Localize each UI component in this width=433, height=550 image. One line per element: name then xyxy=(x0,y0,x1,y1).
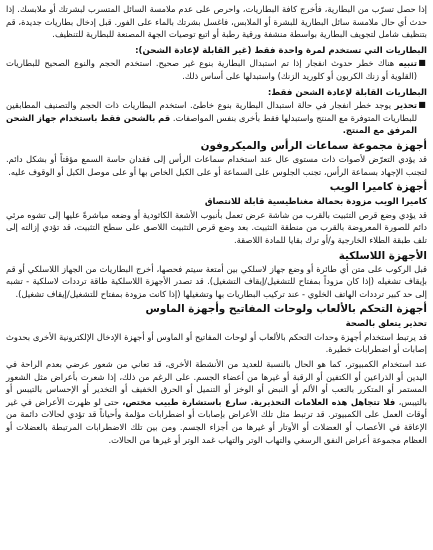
webcam-section-heading: أجهزة كاميرا الويب xyxy=(329,181,427,194)
headset-paragraph: قد يؤدي التعرّض لأصوات ذات مستوى عال عند استخدام سماعات الرأس إلى فقدان حاسة السمع مؤقتاً أو بشكل دائم. لتجنب الإجهاد بسماعة الرأس، تجنب الجلوس على السماعة أو على الكبل الخاص بها أو على موصل الكبل أو الوقوف عليه. xyxy=(6,153,427,177)
wireless-section-heading: الأجهزة اللاسلكية xyxy=(338,249,427,262)
health-warning-subheading: تحذير يتعلق بالصحة xyxy=(345,319,427,330)
battery-leak-paragraph: إذا حصل تسرّب من البطارية، فأخرج كافة البطاريات، واحرص على عدم ملامسة السائل المتسرب لبشرتك أو ملابسك. إذا حدث أي حال ملامسة سائل البطارية للبشرة أو الملابس، فاغسل بشرتك بالماء على الفور. قبل إدخال بطاريات جديدة، قم بتنظيف شامل لتجويف البطارية بواسطة منشفة ورقية رطبة أو اتبع توصيات الجهة المصنعة للبطارية للتنظيف. xyxy=(6,4,427,40)
headset-section-heading: أجهزة مجموعة سماعات الرأس والميكروفون xyxy=(200,139,427,152)
input-devices-section-heading: أجهزة التحكم بالألعاب ولوحات المفاتيح وأجهزة الماوس xyxy=(145,303,427,316)
caution-label: تنبيه xyxy=(398,58,417,69)
health-warning-paragraph-1: قد يرتبط استخدام أجهزة وحدات التحكم بالألعاب أو لوحات المفاتيح أو الماوس أو أجهزة الإدخال الإلكترونية الأخرى بحدوث إصابات أو اضطرابات خطيرة. xyxy=(6,331,427,355)
warning-text: يوجد خطر انفجار في حالة استبدال البطارية بنوع خاطئ. استخدم البطاريات ذات الحجم والتصنيف المطابقين للبطاريات المتوفرة مع المنتج واستبدلها فقط بأخرى بنفس المواصفات. xyxy=(6,100,417,123)
caution-text: هناك خطر حدوث انفجار إذا تم استبدال البطارية بنوع غير صحيح. استخدم الحجم والنوع الصحيح للبطاريات (القلوية أو زنك الكربون أو كلوريد الزنك) واستبدلها على أساس ذلك. xyxy=(6,58,417,81)
bullet-icon: ■ xyxy=(418,58,426,68)
rechargeable-warning-item xyxy=(6,99,427,137)
single-use-caution-item xyxy=(6,57,427,82)
webcam-magnetic-mount-subheading: كاميرا الويب مزودة بحمالة مغناطيسية قابلة للانتصاق xyxy=(204,197,427,208)
rechargeable-batteries-heading: البطاريات القابلة لإعادة الشحن فقط: xyxy=(267,87,427,98)
seek-doctor-warning: فلا تتجاهل هذه العلامات التحذيرية. سارع باستشارة طبيب مختص، xyxy=(122,396,396,407)
health-warning-paragraph-2: عند استخدام الكمبيوتر، كما هو الحال بالنسبة للعديد من الأنشطة الأخرى، قد تعاني من شعور عرضي بعدم الراحة في اليدين أو الذراعين أو الكتفين أو الرقبة أو غيرها من أعضاء الجسم. على الرغم من ذلك، إذا شعرت بأعراض مثل الشعور المستمر أو المتكرر بالتعب أو الألم أو النبض أو الوخز أو التنميل أو الحرق الخفيف أو التخدير أو الإحساس بالتيبس أو بالتيبس، فلا تتجاهل هذه العلامات التحذيرية. سارع باستشارة طبيب مختص، حتى لو ظهرت الأعراض في غير أوقات العمل على الكمبيوتر. قد ترتبط مثل تلك الأعراض بإصابات أو اضطرابات مؤلمة وأحياناً قد تؤدي لحالات دائمة من الإعاقة في الأعصاب أو العضلات أو الأوتار أو غيرها من أجزاء الجسم. ومن بين تلك الاضطرابات المرتبطة بالعضلات أو العظام مجموعة أعراض النفق الرسغي والتهاب الوتر والتهاب غمد الوتر أو غيرها من الحالات. xyxy=(6,359,427,445)
single-use-batteries-heading: البطاريات التي تستخدم لمرة واحدة فقط (غير القابلة لإعادة الشحن): xyxy=(135,45,427,56)
webcam-paragraph: قد يؤدي وضع قرص التثبيت بالقرب من شاشة عرض تعمل بأنبوب الأشعة الكاثودية أو وضعه مباشرةً عليها إلى تشوه مرئي دائم للصورة المعروضة بالقرب من منطقة التثبيت. بعد وضع قرص التثبيت اللاصق على سطح التثبيت، قد تؤدي إزالته إلى تلف طبقة الطلاء الخارجية و/أو ترك بقايا للمادة اللاصقة. xyxy=(6,209,427,245)
warning-label: تحذير xyxy=(394,100,417,111)
wireless-paragraph: قبل الركوب على متن أي طائرة أو وضع جهاز لاسلكي بين أمتعة سيتم فحصها، أخرج البطاريات من الجهاز اللاسلكي أو قم بإيقاف تشغيله (إذا كان مزوداً بمفتاح للتشغيل/إيقاف التشغيل). قد تصدر الأجهزة اللاسلكية طاقة ترددات لاسلكية - تشبه إلى حد كبير ترددات الهاتف الخلوي - عند تركيب البطاريات بها وتشغيلها (إذا كانت مزودة بمفتاح للتشغيل/إيقاف تشغيل). xyxy=(6,263,427,299)
charger-note: قم بالشحن فقط باستخدام جهاز الشحن المرفق مع المنتج. xyxy=(6,112,417,136)
bullet-icon: ■ xyxy=(418,100,426,110)
